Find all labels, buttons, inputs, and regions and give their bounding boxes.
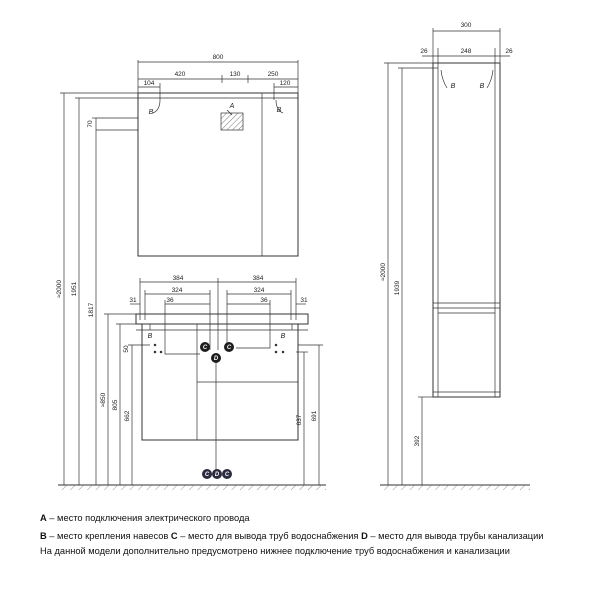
label-b-mirror-left: B bbox=[148, 109, 154, 116]
dim-vanity-half-left: 384 bbox=[172, 275, 184, 282]
marker-d-bottom: D bbox=[214, 472, 220, 479]
dim-vanity-small-gap: 50 bbox=[123, 345, 130, 353]
legend-line-a bbox=[40, 513, 250, 523]
legend-text-b: – место крепления навесов bbox=[46, 531, 171, 541]
dim-vanity-inner-right: 324 bbox=[253, 287, 265, 294]
hanger-points-vanity bbox=[154, 344, 284, 353]
legend-note: На данной модели дополнительно предусмотрено нижнее подключение труб водоснабжения и канализации bbox=[40, 546, 510, 556]
mirror-cabinet bbox=[138, 93, 298, 256]
dim-mirror-mount-height: 1817 bbox=[88, 302, 95, 318]
dim-mirror-top-offset: 70 bbox=[87, 120, 94, 128]
dim-tall-side-left: 26 bbox=[420, 48, 428, 55]
legend-key-d: D bbox=[361, 531, 368, 541]
dim-mirror-width: 800 bbox=[212, 54, 224, 61]
dim-vanity-offset-right: 36 bbox=[260, 297, 268, 304]
legend-text-a: – место подключения электрического провода bbox=[46, 513, 250, 523]
marker-c-bottom-right: C bbox=[224, 472, 230, 479]
marker-d-top: D bbox=[213, 356, 219, 363]
connection-point-a-hatch bbox=[221, 113, 243, 130]
dim-tall-floor-offset: 392 bbox=[414, 435, 421, 447]
label-b-mirror-right: B bbox=[276, 107, 282, 114]
label-b-tall-left: B bbox=[450, 83, 456, 90]
tall-cabinet bbox=[433, 63, 500, 397]
legend-key-c: C bbox=[170, 531, 178, 541]
label-a: A bbox=[229, 103, 235, 110]
dim-vanity-edge-left: 31 bbox=[129, 297, 137, 304]
dim-vanity-top-height: ≈850 bbox=[100, 392, 107, 408]
dim-vanity-right-inner-height: 637 bbox=[296, 414, 303, 426]
dim-tall-width: 300 bbox=[460, 22, 472, 29]
dim-vanity-inner-left: 324 bbox=[171, 287, 183, 294]
dim-tall-total-height: ≈2000 bbox=[380, 262, 387, 282]
dim-tall-side-right: 26 bbox=[505, 48, 513, 55]
legend-text-d: – место для вывода трубы канализации bbox=[367, 531, 544, 541]
legend-key-a: A bbox=[40, 513, 47, 523]
dim-mirror-top-height: 1951 bbox=[71, 281, 78, 297]
dim-total-height: ≈2000 bbox=[56, 279, 63, 299]
label-b-vanity-left: B bbox=[147, 333, 153, 340]
vanity-dimensions bbox=[130, 278, 306, 470]
tall-cabinet-dims bbox=[384, 28, 510, 485]
label-b-vanity-right: B bbox=[280, 333, 286, 340]
pipe-markers bbox=[200, 342, 234, 479]
legend-line-bcd bbox=[40, 531, 543, 541]
dim-mirror-right-offset: 120 bbox=[279, 80, 291, 87]
dim-mirror-seg2: 130 bbox=[229, 71, 241, 78]
dim-vanity-half-right: 384 bbox=[252, 275, 264, 282]
pipe-marker-labels bbox=[203, 345, 232, 478]
label-b-tall-right: B bbox=[479, 83, 485, 90]
legend-key-b: B bbox=[40, 531, 47, 541]
marker-c-bottom-left: C bbox=[204, 472, 210, 479]
dim-vanity-body-height: 805 bbox=[112, 399, 119, 411]
floor-right bbox=[380, 485, 530, 490]
legend-text-c: – место для вывода труб водоснабжения bbox=[177, 531, 362, 541]
dim-tall-inner: 248 bbox=[460, 48, 472, 55]
marker-c-top-right: C bbox=[226, 345, 232, 352]
dim-mirror-left-offset: 104 bbox=[143, 80, 155, 87]
dim-tall-height: 1939 bbox=[394, 280, 401, 296]
dim-vanity-offset-left: 36 bbox=[166, 297, 174, 304]
dim-vanity-lower-height: 662 bbox=[124, 410, 131, 422]
marker-c-top-left: C bbox=[202, 345, 208, 352]
dim-vanity-edge-right: 31 bbox=[300, 297, 308, 304]
dim-mirror-seg3: 250 bbox=[267, 71, 279, 78]
dim-vanity-right-height: 691 bbox=[311, 410, 318, 422]
dim-mirror-seg1: 420 bbox=[174, 71, 186, 78]
floor-left bbox=[58, 485, 326, 490]
